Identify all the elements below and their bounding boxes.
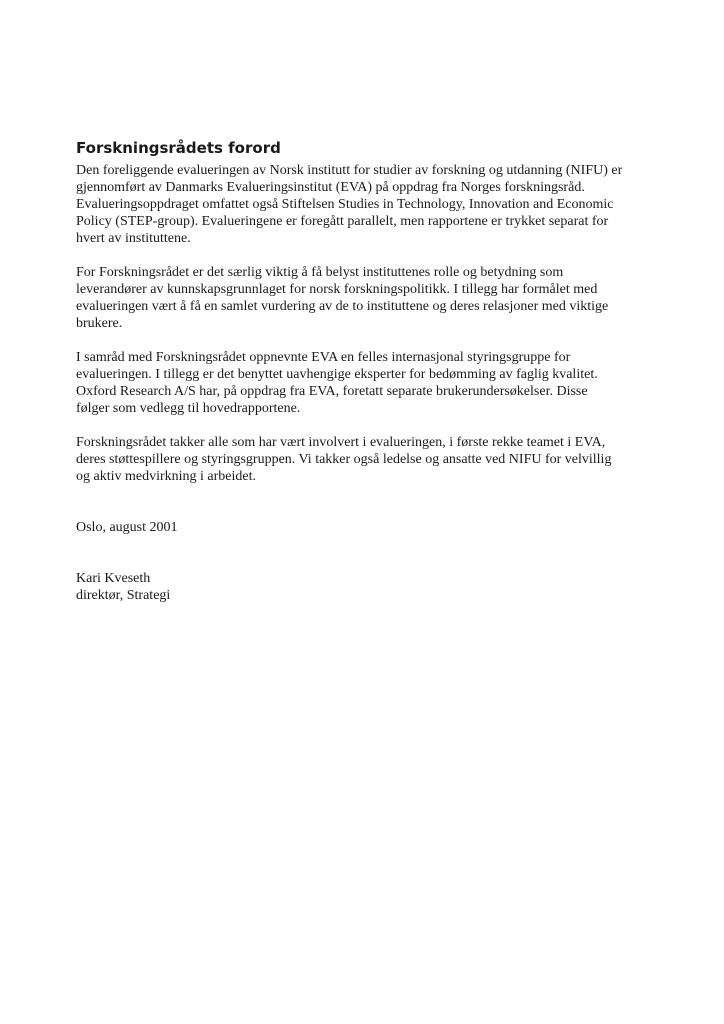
place-date: Oslo, august 2001 <box>76 520 178 535</box>
paragraph-line: evalueringen. I tillegg er det benyttet uavhengige eksperter for bedømming av faglig kvalitet. <box>76 367 598 382</box>
paragraph-line: Forskningsrådet takker alle som har vært involvert i evalueringen, i første rekke teamet i EVA, <box>76 435 606 450</box>
signer-name: Kari Kveseth <box>76 571 151 586</box>
paragraph-line: Evalueringsoppdraget omfattet også Stiftelsen Studies in Technology, Innovation and Economic <box>76 197 614 212</box>
paragraph-line: I samråd med Forskningsrådet oppnevnte EVA en felles internasjonal styringsgruppe for <box>76 350 571 365</box>
signer-title: direktør, Strategi <box>76 588 171 603</box>
document-heading: Forskningsrådets forord <box>76 139 281 157</box>
paragraph-line: Oxford Research A/S har, på oppdrag fra EVA, foretatt separate brukerundersøkelser. Disse <box>76 384 588 399</box>
paragraph-line: Policy (STEP-group). Evalueringene er foregått parallelt, men rapportene er trykket separat for <box>76 214 609 229</box>
body-paragraph <box>76 434 656 485</box>
paragraph-line: og aktiv medvirkning i arbeidet. <box>76 469 257 484</box>
paragraph-line: brukere. <box>76 316 123 331</box>
paragraph-line: gjennomført av Danmarks Evalueringsinstitut (EVA) på oppdrag fra Norges forskningsråd. <box>76 180 585 195</box>
paragraph-line: hvert av instituttene. <box>76 231 191 246</box>
paragraph-line: deres støttespillere og styringsgruppen. Vi takker også ledelse og ansatte ved NIFU for velvillig <box>76 452 612 467</box>
signature-block <box>76 570 656 604</box>
body-paragraph <box>76 162 656 247</box>
paragraph-line: følger som vedlegg til hovedrapportene. <box>76 401 301 416</box>
paragraph-line: leverandører av kunnskapsgrunnlaget for norsk forskningspolitikk. I tillegg har formålet med <box>76 282 598 297</box>
paragraph-line: For Forskningsrådet er det særlig viktig å få belyst instituttenes rolle og betydning som <box>76 265 564 280</box>
document-page <box>76 138 656 604</box>
body-paragraph <box>76 264 656 332</box>
paragraphs <box>76 162 656 485</box>
paragraph-line: Den foreliggende evalueringen av Norsk institutt for studier av forskning og utdanning (NIFU) er <box>76 163 623 178</box>
paragraph-line: evalueringen vært å få en samlet vurdering av de to instituttene og deres relasjoner med viktige <box>76 299 609 314</box>
body-paragraph <box>76 349 656 417</box>
